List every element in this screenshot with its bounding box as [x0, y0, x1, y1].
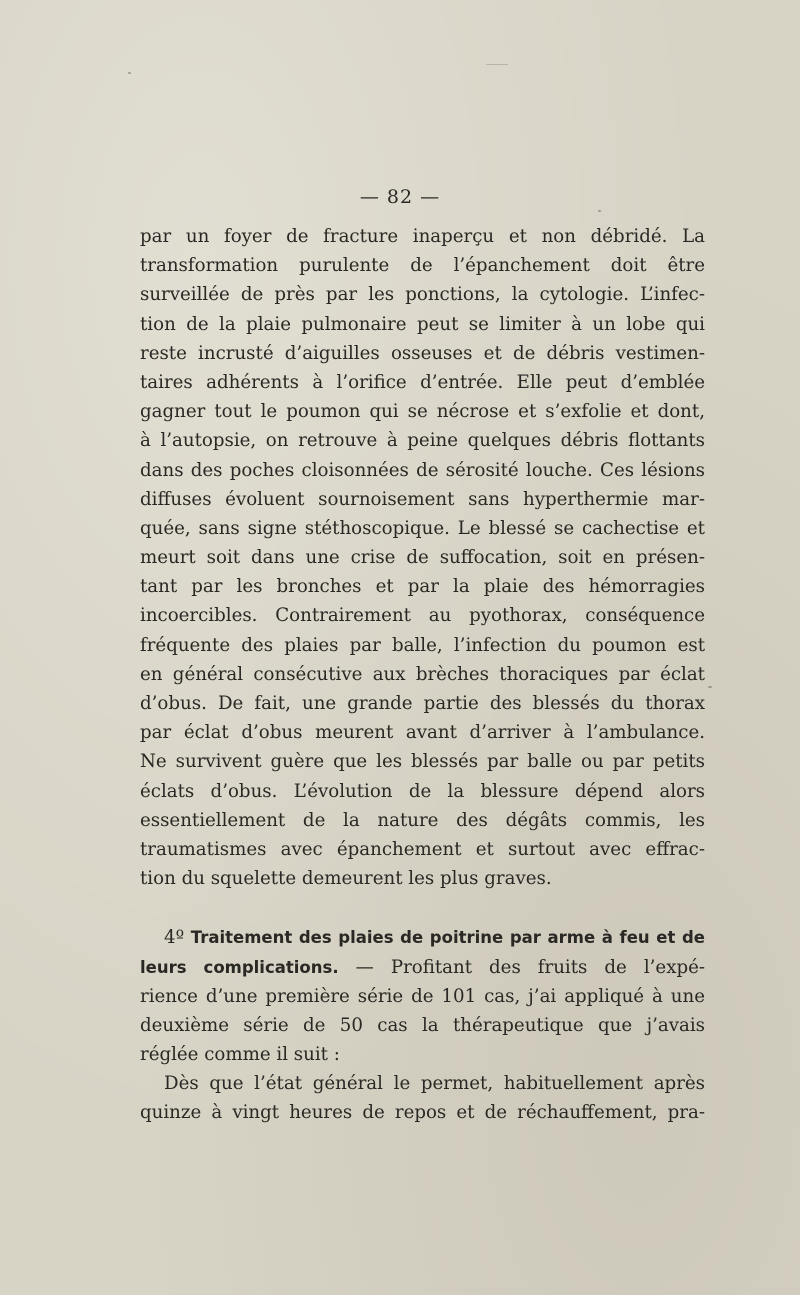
page-number: — 82 — [359, 186, 441, 208]
text-line: quée, sans signe stéthoscopique. Le blessé se cachectise et [140, 517, 705, 539]
paragraph-3 [140, 1069, 705, 1127]
text-line: diffuses évoluent sournoisement sans hyperthermie mar- [140, 488, 705, 510]
text-line: tion du squelette demeurent les plus graves. [140, 868, 552, 890]
section-heading-line [140, 923, 705, 952]
text-line: surveillée de près par les ponctions, la cytologie. L’infec- [140, 284, 705, 306]
text-line: rience d’une première série de 101 cas, j’ai appliqué à une [140, 985, 705, 1007]
text-line: en général consécutive aux brèches thoraciques par éclat [140, 663, 705, 685]
section-4 [140, 923, 705, 1069]
text-line: essentiellement de la nature des dégâts commis, les [140, 809, 705, 831]
text-line: taires adhérents à l’orifice d’entrée. Elle peut d’emblée [140, 371, 705, 393]
section-heading-line [140, 953, 705, 982]
text-line: fréquente des plaies par balle, l’infection du poumon est [140, 634, 705, 656]
paragraph-gap [140, 893, 705, 923]
text-line: réglée comme il suit : [140, 1044, 340, 1066]
text-line: Ne survivent guère que les blessés par balle ou par petits [140, 751, 705, 773]
text-line: éclats d’obus. L’évolution de la blessure dépend alors [140, 780, 705, 802]
paper-speck [708, 686, 712, 688]
paper-speck [486, 64, 508, 65]
section-number: 4º [164, 927, 185, 949]
text-line: traumatismes avec épanchement et surtout avec effrac- [140, 838, 705, 860]
body-text [140, 222, 705, 1128]
section-text: — Profitant des fruits de l’expé- [338, 956, 706, 978]
text-line: deuxième série de 50 cas la thérapeutique que j’avais [140, 1014, 705, 1036]
text-line: reste incrusté d’aiguilles osseuses et de débris vestimen- [140, 342, 705, 364]
paper-speck [598, 210, 601, 212]
text-line: incoercibles. Contrairement au pyothorax, conséquence [140, 605, 705, 627]
section-heading-end: leurs complications. [140, 957, 339, 977]
text-line: tant par les bronches et par la plaie des hémorragies [140, 576, 705, 598]
text-line: meurt soit dans une crise de suffocation, soit en présen- [140, 547, 705, 569]
text-line: quinze à vingt heures de repos et de réchauffement, pra- [140, 1102, 705, 1124]
text-line: tion de la plaie pulmonaire peut se limiter à un lobe qui [140, 313, 705, 335]
section-heading: Traitement des plaies de poitrine par arme à feu et de [190, 928, 705, 948]
text-line: dans des poches cloisonnées de sérosité louche. Ces lésions [140, 459, 705, 481]
text-line: par éclat d’obus meurent avant d’arriver à l’ambulance. [140, 722, 705, 744]
paper-speck [128, 72, 131, 74]
text-line: à l’autopsie, on retrouve à peine quelques débris flottants [140, 430, 705, 452]
text-line: gagner tout le poumon qui se nécrose et s’exfolie et dont, [140, 401, 705, 423]
text-line: transformation purulente de l’épanchement doit être [140, 255, 705, 277]
paragraph-1 [140, 222, 705, 893]
text-line: Dès que l’état général le permet, habituellement après [164, 1073, 705, 1095]
text-line: d’obus. De fait, une grande partie des blessés du thorax [140, 693, 705, 714]
text-line: par un foyer de fracture inaperçu et non débridé. La [140, 226, 705, 247]
